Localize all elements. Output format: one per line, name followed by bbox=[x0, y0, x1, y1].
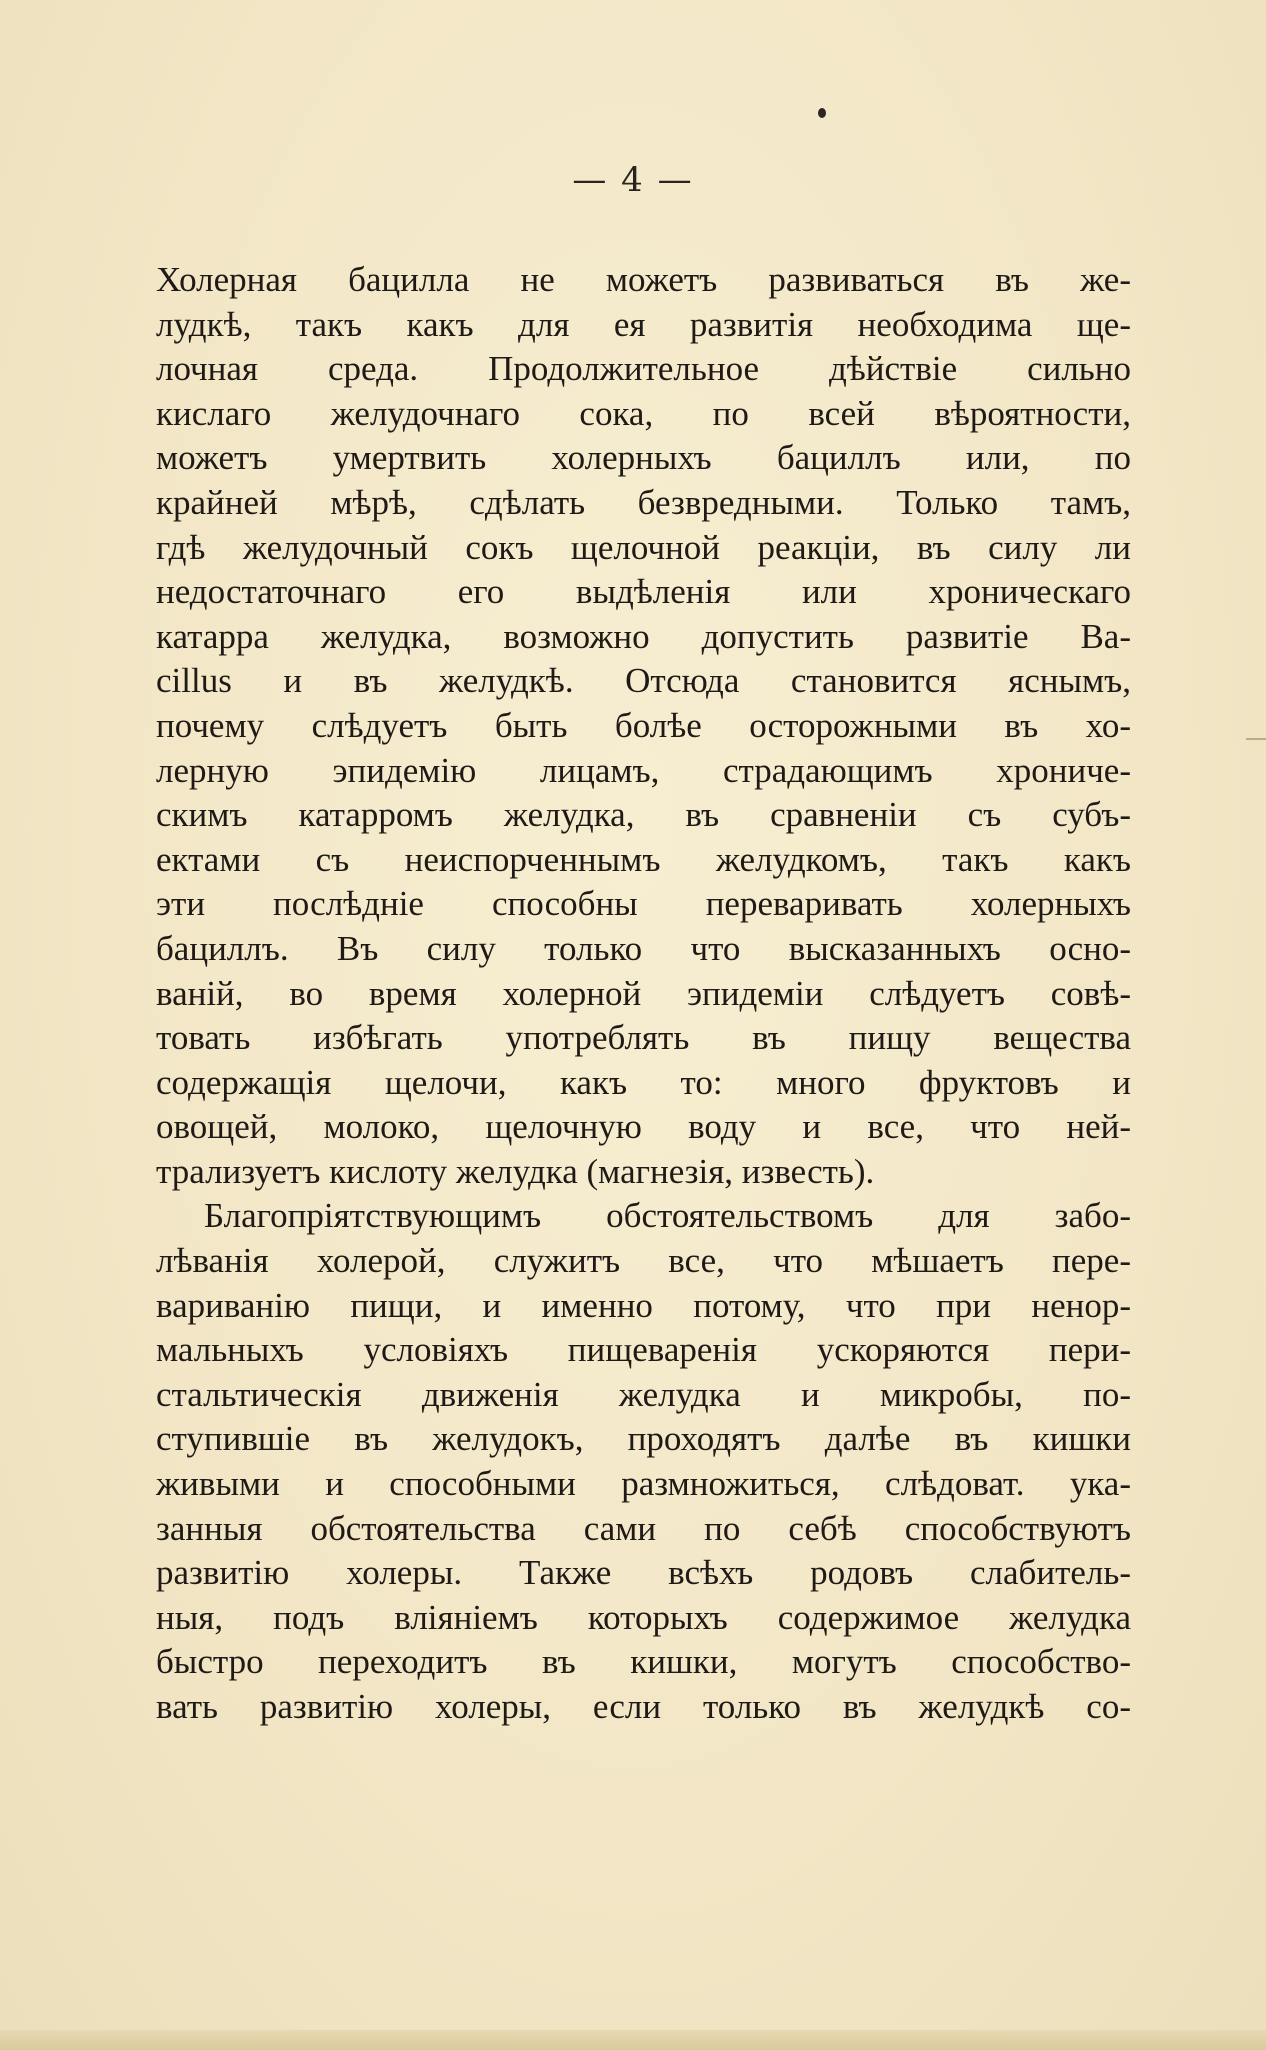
text-line: трализуетъ кислоту желудка (магнезія, известь). bbox=[156, 1151, 875, 1191]
text-line: лѣванія холерой, служитъ все, что мѣшаетъ пере- bbox=[156, 1241, 1131, 1281]
text-line: катарра желудка, возможно допустить развитіе Ba- bbox=[156, 616, 1131, 656]
text-line: недостаточнаго его выдѣленія или хроническаго bbox=[156, 572, 1131, 612]
text-line: стальтическія движенія желудка и микробы, по- bbox=[156, 1374, 1131, 1414]
text-line: можетъ умертвить холерныхъ бациллъ или, по bbox=[156, 438, 1131, 478]
text-line: cillus и въ желудкѣ. Отсюда становится яснымъ, bbox=[156, 661, 1131, 701]
text-line: быстро переходитъ въ кишки, могутъ способство- bbox=[156, 1642, 1131, 1682]
text-line: гдѣ желудочный сокъ щелочной реакціи, въ силу ли bbox=[156, 527, 1131, 567]
text-line: вариванію пищи, и именно потому, что при ненор- bbox=[156, 1285, 1131, 1325]
text-line: Благопріятствующимъ обстоятельствомъ для забо- bbox=[204, 1196, 1131, 1236]
text-line: почему слѣдуетъ быть болѣе осторожными въ хо- bbox=[156, 705, 1131, 745]
text-line: содержащія щелочи, какъ то: много фруктовъ и bbox=[156, 1062, 1131, 1102]
text-line: лерную эпидемію лицамъ, страдающимъ хрониче- bbox=[156, 750, 1131, 790]
text-line: развитію холеры. Также всѣхъ родовъ слабитель- bbox=[156, 1553, 1131, 1593]
page-bottom-edge bbox=[0, 2030, 1266, 2050]
text-line: Холерная бацилла не можетъ развиваться въ же- bbox=[156, 260, 1131, 299]
margin-mark bbox=[1246, 738, 1266, 740]
text-line: ныя, подъ вліяніемъ которыхъ содержимое желудка bbox=[156, 1597, 1131, 1637]
text-line: скимъ катарромъ желудка, въ сравненіи съ субъ- bbox=[156, 795, 1131, 835]
text-line: крайней мѣрѣ, сдѣлать безвредными. Только тамъ, bbox=[156, 482, 1131, 522]
text-line: товать избѣгать употреблять въ пищу вещества bbox=[156, 1018, 1131, 1058]
text-line: живыми и способными размножиться, слѣдоват. ука- bbox=[156, 1464, 1131, 1504]
text-line: лудкѣ, такъ какъ для ея развитія необходима ще- bbox=[156, 304, 1131, 344]
text-line: кислаго желудочнаго сока, по всей вѣроятности, bbox=[156, 393, 1131, 433]
text-line: ступившіе въ желудокъ, проходятъ далѣе въ кишки bbox=[156, 1419, 1131, 1459]
text-line: бациллъ. Въ силу только что высказанныхъ осно- bbox=[156, 928, 1131, 968]
text-line: ваній, во время холерной эпидеміи слѣдуетъ совѣ- bbox=[156, 973, 1131, 1013]
text-line: ектами съ неиспорченнымъ желудкомъ, такъ какъ bbox=[156, 839, 1131, 879]
body-text bbox=[156, 258, 1131, 1730]
ink-speck bbox=[818, 108, 826, 118]
page-number: — 4 — bbox=[572, 160, 694, 200]
text-line: мальныхъ условіяхъ пищеваренія ускоряются пери- bbox=[156, 1330, 1131, 1370]
text-line: лочная среда. Продолжительное дѣйствіе сильно bbox=[156, 349, 1131, 389]
text-line: занныя обстоятельства сами по себѣ способствуютъ bbox=[156, 1508, 1131, 1548]
text-line: вать развитію холеры, если только въ желудкѣ со- bbox=[156, 1687, 1131, 1726]
text-line: овощей, молоко, щелочную воду и все, что ней- bbox=[156, 1107, 1131, 1147]
text-line: эти послѣдніе способны переваривать холерныхъ bbox=[156, 884, 1131, 924]
